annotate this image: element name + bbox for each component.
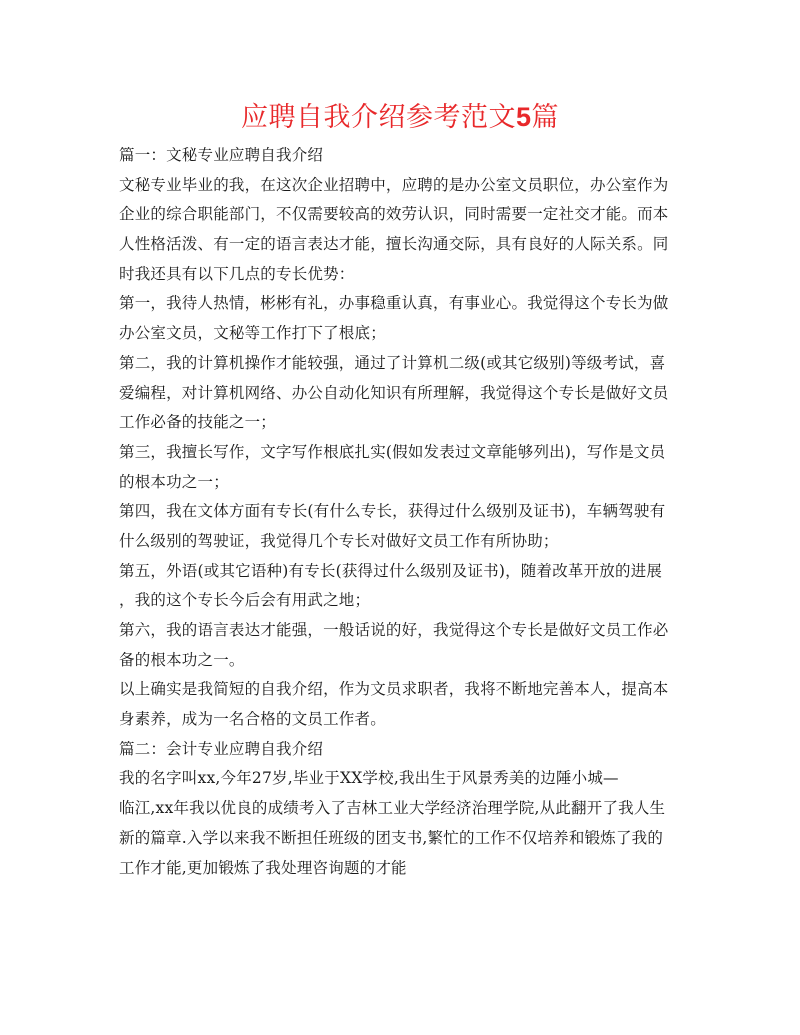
text-line: 办公室文员，文秘等工作打下了根底； xyxy=(119,324,386,343)
document-body xyxy=(119,141,679,883)
text-line: 工作必备的技能之一； xyxy=(119,413,277,432)
text-line: 篇二：会计专业应聘自我介绍 xyxy=(119,739,324,758)
text-line: 我的名字叫xx,今年27岁,毕业于XX学校,我出生于风景秀美的边陲小城— xyxy=(119,769,619,788)
text-line: 第二，我的计算机操作才能较强，通过了计算机二级(或其它级别)等级考试，喜 xyxy=(119,353,666,372)
text-line: 第六，我的语言表达才能强，一般话说的好，我觉得这个专长是做好文员工作必 xyxy=(119,621,669,639)
text-line: 的根本功之一； xyxy=(119,472,229,491)
text-line: 篇一：文秘专业应聘自我介绍 xyxy=(119,146,324,164)
text-line: 爱编程，对计算机网络、办公自动化知识有所理解，我觉得这个专长是做好文员 xyxy=(119,383,669,402)
text-line: ，我的这个专长今后会有用武之地； xyxy=(119,591,371,610)
text-line: 以上确实是我简短的自我介绍，作为文员求职者，我将不断地完善本人，提高本 xyxy=(119,680,669,699)
text-line: 第三，我擅长写作，文字写作根底扎实(假如发表过文章能够列出)，写作是文员 xyxy=(119,442,666,461)
title-suffix: 篇 xyxy=(531,102,560,133)
text-line: 新的篇章.入学以来我不断担任班级的团支书,繁忙的工作不仅培养和锻炼了我的 xyxy=(119,828,664,847)
text-line: 身素养，成为一名合格的文员工作者。 xyxy=(119,710,386,729)
text-line: 工作才能,更加锻炼了我处理咨询题的才能 xyxy=(119,858,407,877)
document-title xyxy=(0,97,800,138)
text-line: 第五，外语(或其它语种)有专长(获得过什么级别及证书)，随着改革开放的进展 xyxy=(119,561,663,580)
text-line: 第四，我在文体方面有专长(有什么专长，获得过什么级别及证书)，车辆驾驶有 xyxy=(119,502,666,521)
text-line: 人性格活泼、有一定的语言表达才能，擅长沟通交际，具有良好的人际关系。同 xyxy=(119,235,669,254)
text-line: 备的根本功之一。 xyxy=(119,650,245,669)
text-line: 什么级别的驾驶证，我觉得几个专长对做好文员工作有所协助； xyxy=(119,531,559,550)
text-line: 临江,xx年我以优良的成绩考入了吉林工业大学经济治理学院,从此翻开了我人生 xyxy=(119,799,666,818)
text-line: 时我还具有以下几点的专长优势： xyxy=(119,264,355,283)
title-text: 应聘自我介绍参考范文 xyxy=(240,102,516,133)
text-line: 企业的综合职能部门，不仅需要较高的效劳认识，同时需要一定社交才能。而本 xyxy=(119,205,669,224)
text-line: 文秘专业毕业的我，在这次企业招聘中，应聘的是办公室文员职位，办公室作为 xyxy=(119,175,669,194)
title-number: 5 xyxy=(515,102,532,132)
text-line: 第一，我待人热情，彬彬有礼，办事稳重认真，有事业心。我觉得这个专长为做 xyxy=(119,294,669,313)
